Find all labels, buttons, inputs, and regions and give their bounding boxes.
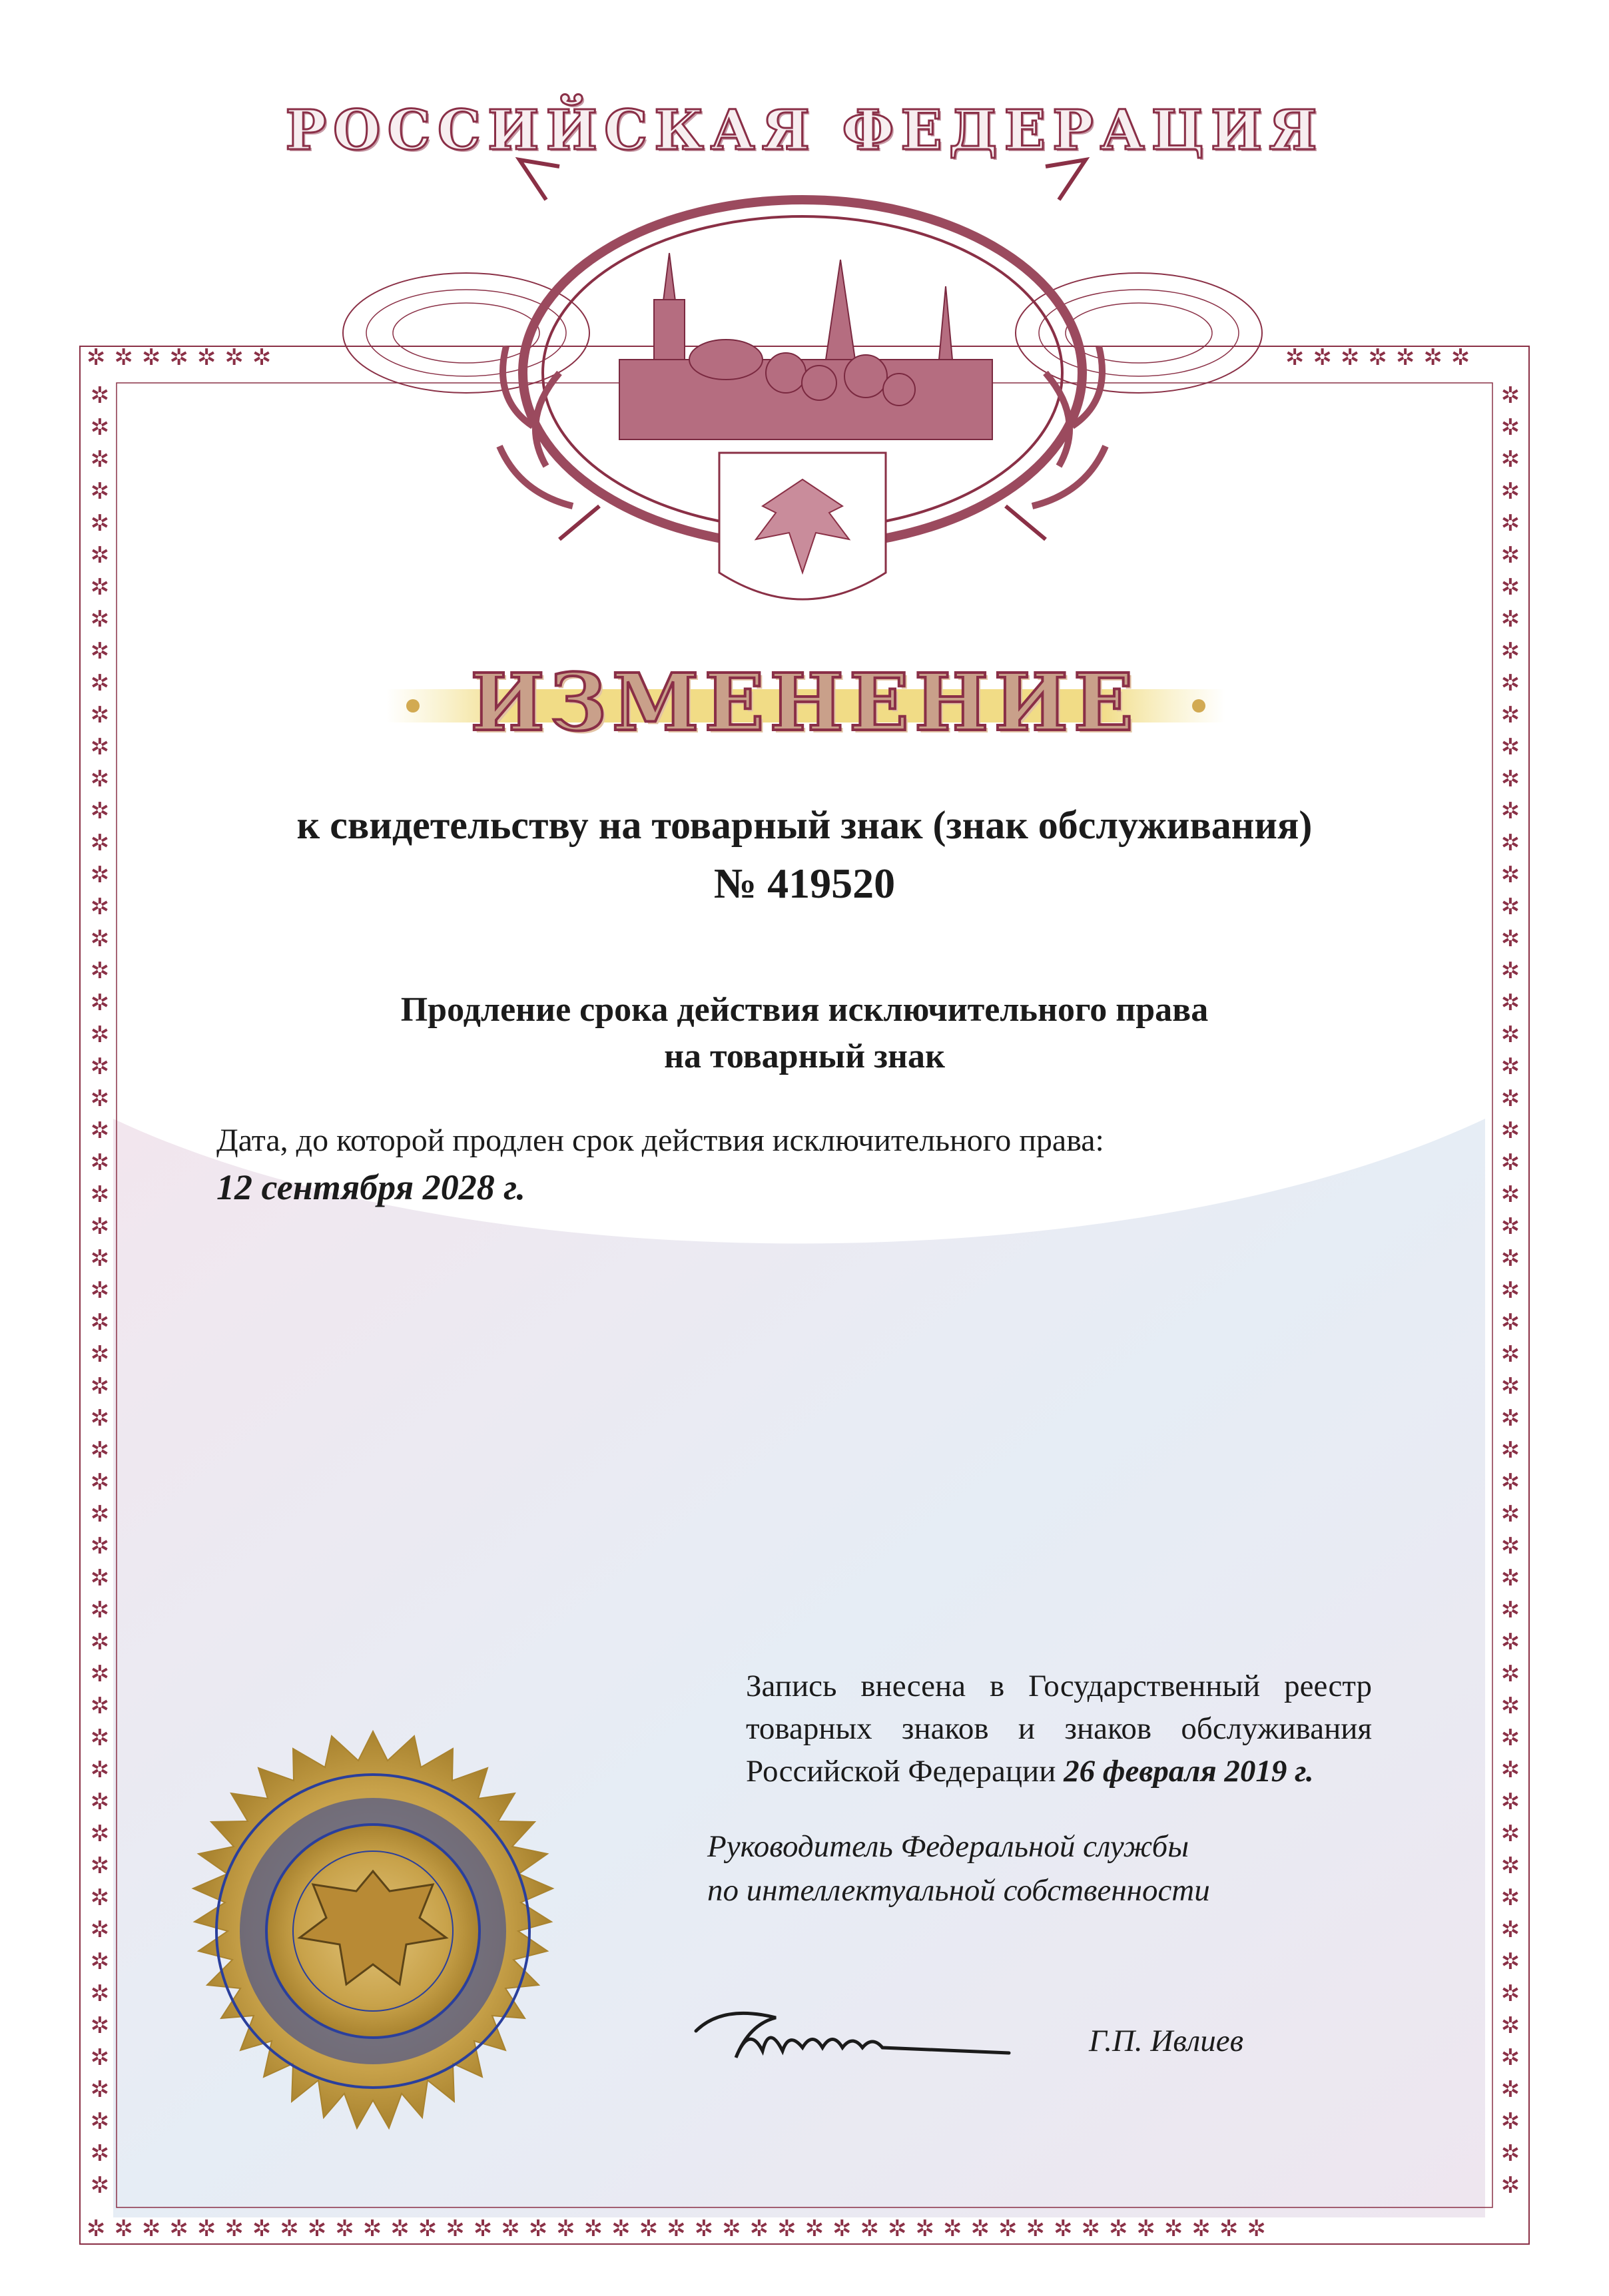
document-subtitle: к свидетельству на товарный знак (знак обслуживания) (296, 803, 1313, 847)
coat-of-arms-shield-icon (719, 453, 886, 599)
section-title-line-2: на товарный знак (664, 1037, 945, 1075)
registry-line-3-prefix: Российской Федерации (746, 1754, 1056, 1789)
border-stars-top-left: ✲✲✲✲✲✲✲ (87, 346, 280, 371)
section-title-line-1: Продление срока действия исключительного права (400, 991, 1209, 1029)
registry-line-1: Запись внесена в Государственный реестр (746, 1669, 1372, 1703)
document-title: ИЗМЕНЕНИЕ (470, 656, 1139, 748)
extension-date-label: Дата, до которой продлен срок действия исключительного права: (216, 1123, 1104, 1158)
certificate-number: № 419520 (713, 860, 896, 907)
extension-date-value: 12 сентября 2028 г. (216, 1167, 525, 1207)
official-position-line-1: Руководитель Федеральной службы (707, 1829, 1189, 1864)
border-stars-top-right: ✲✲✲✲✲✲✲ (1285, 346, 1479, 371)
border-stars-bottom: ✲✲✲✲✲✲✲✲✲✲✲✲✲✲✲✲✲✲✲✲✲✲✲✲✲✲✲✲✲✲✲✲✲✲✲✲✲✲✲✲✲✲✲ (87, 2217, 1275, 2242)
registry-line-2: товарных знаков и знаков обслуживания (746, 1711, 1372, 1746)
country-heading: РОССИЙСКАЯ ФЕДЕРАЦИЯ (285, 99, 1324, 162)
section-title (0, 987, 1609, 1080)
registry-date: 26 февраля 2019 г. (1064, 1754, 1314, 1789)
registry-line-3 (746, 1750, 1372, 1793)
border-stars-left: ✲✲✲✲✲✲✲✲✲✲✲✲✲✲✲✲✲✲✲✲✲✲✲✲✲✲✲✲✲✲✲✲✲✲✲✲✲✲✲✲✲✲✲✲✲✲✲✲✲✲✲✲✲✲✲✲✲ (90, 382, 110, 2199)
registry-entry (746, 1665, 1372, 1793)
signer-name: Г.П. Ивлиев (1089, 2024, 1243, 2058)
border-stars-right: ✲✲✲✲✲✲✲✲✲✲✲✲✲✲✲✲✲✲✲✲✲✲✲✲✲✲✲✲✲✲✲✲✲✲✲✲✲✲✲✲✲✲✲✲✲✲✲✲✲✲✲✲✲✲✲✲✲ (1500, 382, 1520, 2199)
official-position (707, 1825, 1210, 1912)
official-position-line-2: по интеллектуальной собственности (707, 1873, 1210, 1908)
